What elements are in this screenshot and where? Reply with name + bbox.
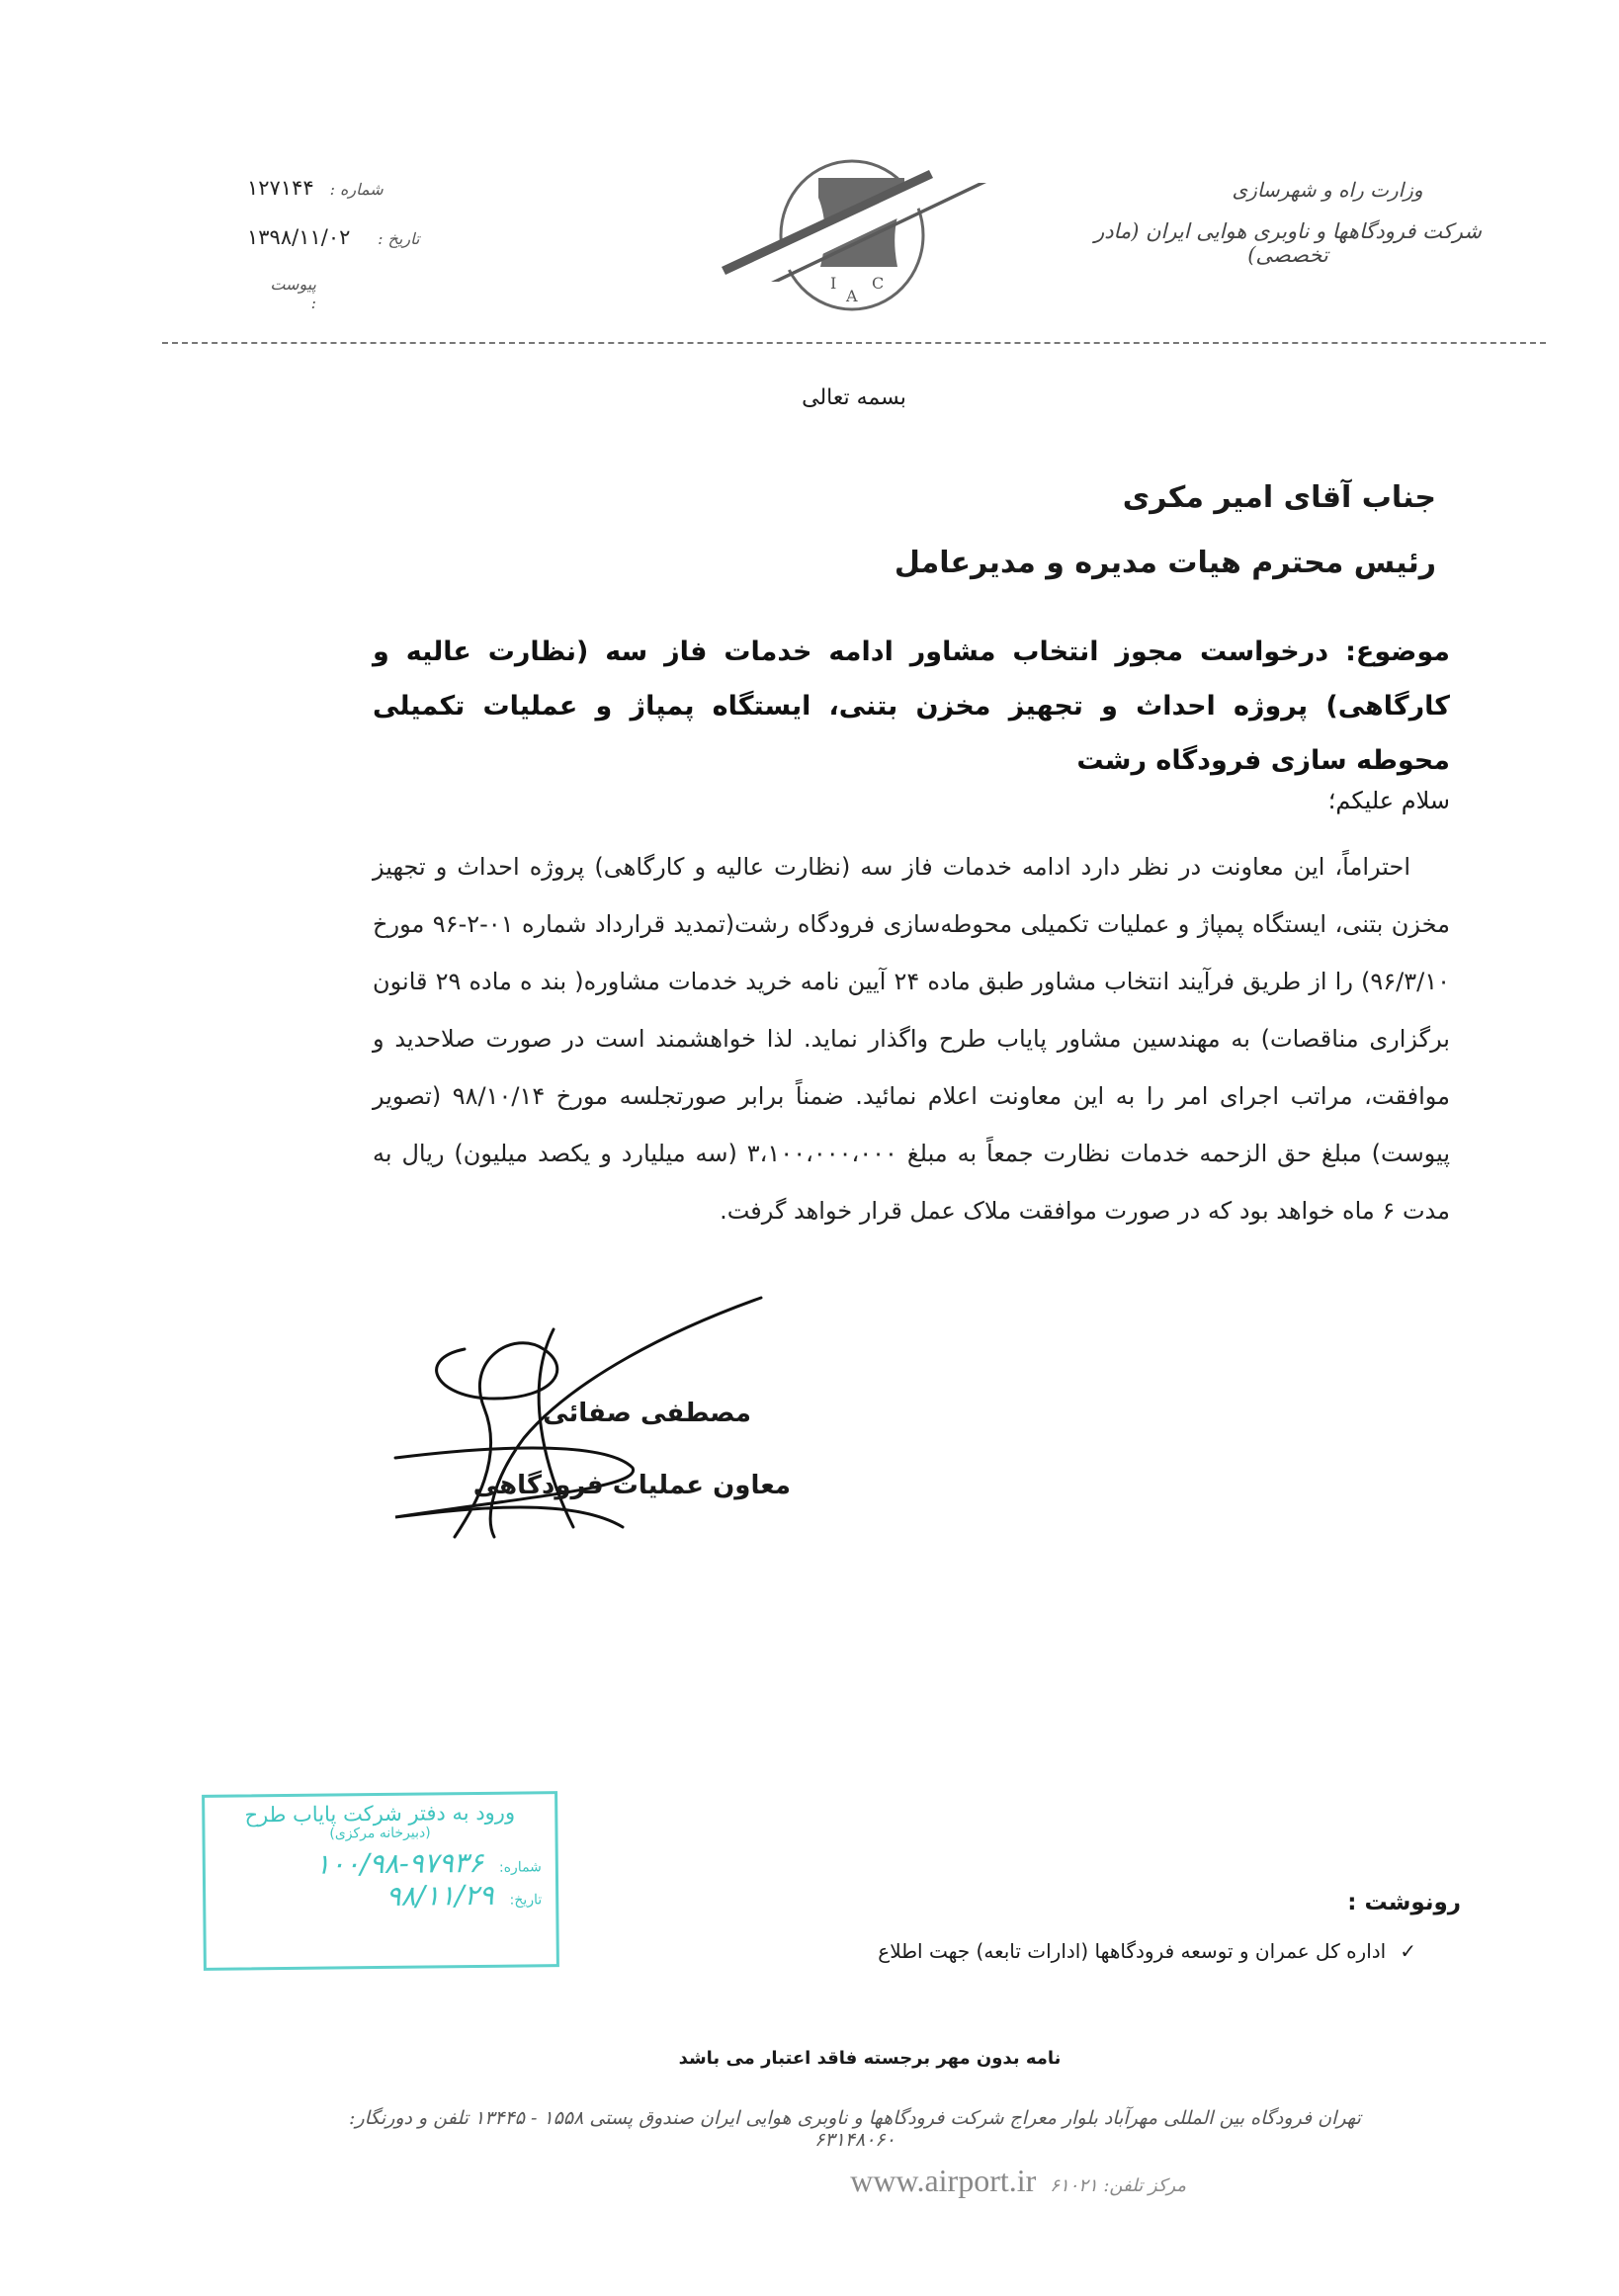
header-divider: [162, 342, 1546, 344]
checkmark-icon: ✓: [1400, 1939, 1416, 1963]
cc-item: [878, 1939, 1416, 1963]
stamp-number-label: شماره:: [498, 1859, 542, 1876]
stamp-number-value: ۱۰۰/۹۸-۹۷۹۳۶: [314, 1845, 484, 1881]
svg-text:I: I: [830, 274, 837, 293]
ministry-name: وزارت راه و شهرسازی: [1232, 178, 1423, 202]
stamp-date-label: تاریخ:: [509, 1892, 543, 1909]
organization-header: [1075, 178, 1500, 267]
svg-text:A: A: [846, 287, 858, 305]
letter-body: احتراماً، این معاونت در نظر دارد ادامه خدمات فاز سه (نظارت عالیه و کارگاهی) پروژه احداث و تجهیز مخزن بتنی، ایستگاه پمپاژ و عملیات تکمیلی محوطه‌سازی فرودگاه رشت(تمدید قرارداد شماره ۰۱-۲-۹۶ مورخ ۹۶/۳/۱۰) را از طریق فرآیند انتخاب مشاور طبق ماده ۲۴ آیین نامه خرید خدمات مشاوره( بند ه ماده ۲۹ قانون برگزاری مناقصات) به مهندسین مشاور پایاب طرح واگذار نماید. لذا خواهشمند است در صورت صلاحدید و موافقت، مراتب اجرای امر را به این معاونت اعلام نمائید. ضمناً برابر صورتجلسه مورخ ۹۸/۱۰/۱۴ (تصویر پیوست) مبلغ حق الزحمه خدمات نظارت جمعاً به مبلغ ۳،۱۰۰،۰۰۰،۰۰۰ (سه میلیارد و یکصد میلیون) ریال به مدت ۶ ماه خواهد بود که در صورت موافقت ملاک عمل قرار خواهد گرفت.: [373, 853, 1451, 1225]
stamp-subtitle: (دبیرخانه مرکزی): [329, 1825, 431, 1842]
letter-date-label: تاریخ :: [378, 229, 420, 248]
footer-address: تهران فرودگاه بین المللی مهرآباد بلوار معراج شرکت فرودگاهها و ناوبری هوایی ایران صندوق پستی ۱۵۵۸ - ۱۳۴۴۵ تلفن و دورنگار: ۶۳۱۴۸۰۶۰: [349, 2107, 1361, 2151]
stamp-title: ورود به دفتر شرکت پایاب طرح: [244, 1800, 516, 1828]
company-name: شرکت فرودگاهها و ناوبری هوایی ایران (مادر تخصصی): [1094, 219, 1482, 267]
invocation: بسمه تعالی: [802, 385, 906, 410]
receipt-stamp: [202, 1791, 559, 1971]
letter-number-value: ۱۲۷۱۴۴: [247, 176, 314, 200]
signatory-name: مصطفی صفائی: [543, 1399, 751, 1428]
letter-subject: موضوع: درخواست مجوز انتخاب مشاور ادامه خدمات فاز سه (نظارت عالیه و کارگاهی) پروژه احداث و تجهیز مخزن بتنی، ایستگاه پمپاژ و عملیات تکمیلی محوطه سازی فرودگاه رشت: [373, 637, 1450, 776]
footer-contact: [593, 2163, 1186, 2199]
signature-block: [376, 1290, 791, 1547]
letter-number: [247, 176, 383, 200]
letter-date-value: ۱۳۹۸/۱۱/۰۲: [247, 225, 351, 249]
letter-attachment: [247, 275, 316, 312]
cc-label: رونوشت :: [1347, 1890, 1461, 1915]
website-link[interactable]: www.airport.ir: [850, 2163, 1037, 2198]
central-phone: مرکز تلفن: ۶۱۰۲۱: [1050, 2175, 1186, 2196]
greeting: سلام علیکم؛: [1327, 787, 1450, 814]
signatory-position: معاون عملیات فرودگاهی: [472, 1471, 791, 1500]
letter-attachment-label: پیوست :: [270, 275, 316, 312]
footer-notice: نامه بدون مهر برجسته فاقد اعتبار می باشد: [678, 2048, 1062, 2069]
letter-date: [247, 225, 419, 249]
svg-text:C: C: [872, 274, 885, 293]
recipient-name: جناب آقای امیر مکری: [1122, 480, 1436, 515]
cc-item-text: اداره کل عمران و توسعه فرودگاهها (ادارات تابعه) جهت اطلاع: [878, 1939, 1387, 1963]
letter-number-label: شماره :: [329, 180, 383, 199]
iac-logo: [722, 158, 988, 311]
stamp-date-value: ۹۸/۱۱/۲۹: [385, 1878, 494, 1913]
recipient-title: رئیس محترم هیات مدیره و مدیرعامل: [894, 546, 1436, 580]
